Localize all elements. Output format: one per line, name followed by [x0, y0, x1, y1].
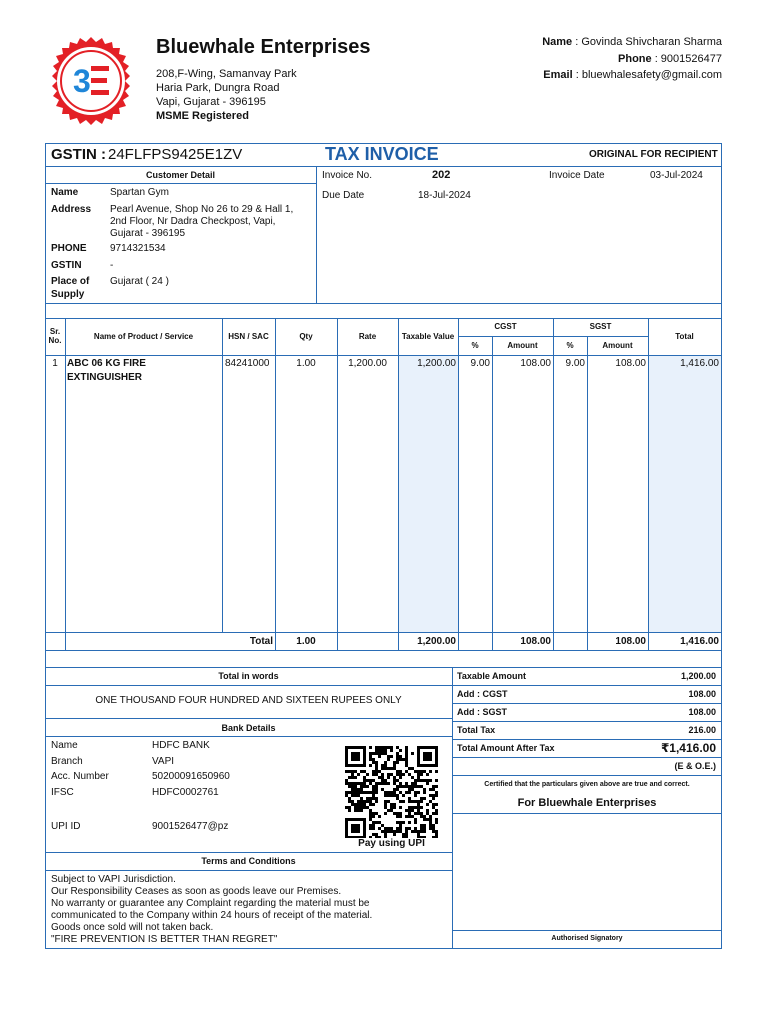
col-hsn: HSN / SAC [228, 332, 269, 341]
company-name: Bluewhale Enterprises [156, 36, 371, 58]
bank-branch-label: Branch [51, 756, 83, 767]
bank-upi-label: UPI ID [51, 821, 81, 832]
summary-cgst: 108.00 [688, 689, 716, 699]
customer-gstin-label: GSTIN [51, 260, 82, 271]
customer-pos-label-1: Place of [51, 276, 90, 287]
summary-sgst: 108.00 [688, 707, 716, 717]
total-row-total: 1,416.00 [680, 636, 719, 647]
col-cgst: CGST [494, 322, 517, 331]
contact-name-value: : Govinda Shivcharan Sharma [572, 36, 722, 48]
row-product-1: ABC 06 KG FIRE [67, 358, 146, 369]
col-sgst: SGST [589, 322, 612, 331]
authorised-signatory: Authorised Signatory [551, 935, 623, 942]
company-address-2: Haria Park, Dungra Road [156, 82, 280, 94]
contact-email-label: Email [543, 69, 573, 81]
bank-ifsc: HDFC0002761 [152, 787, 219, 798]
bank-name: HDFC BANK [152, 740, 210, 751]
total-row-qty: 1.00 [296, 636, 316, 647]
row-product-2: EXTINGUISHER [67, 372, 143, 383]
row-qty: 1.00 [296, 358, 316, 369]
total-row-label: Total [249, 636, 273, 647]
contact-phone [618, 51, 722, 67]
terms-heading: Terms and Conditions [201, 856, 296, 866]
bank-heading: Bank Details [221, 723, 276, 733]
col-rate: Rate [358, 332, 377, 341]
terms-line: communicated to the Company within 24 hours of receipt of the material. [51, 910, 373, 921]
bank-acc-label: Acc. Number [51, 771, 109, 782]
due-date-label: Due Date [322, 190, 365, 201]
words-heading: Total in words [218, 671, 279, 681]
col-sr-2: No. [48, 336, 62, 345]
bank-acc: 50200091650960 [152, 771, 230, 782]
summary-eoe: (E & O.E.) [674, 761, 716, 771]
certified-text: Certified that the particulars given above are true and correct. [484, 781, 690, 788]
bank-branch: VAPI [152, 756, 175, 767]
contact-name [542, 34, 722, 50]
terms-line: Goods once sold will not taken back. [51, 922, 214, 933]
summary-taxable: 1,200.00 [680, 671, 716, 681]
customer-pos: Gujarat ( 24 ) [110, 276, 169, 287]
row-sgst-amt: 108.00 [615, 358, 646, 369]
summary-taxable-label: Taxable Amount [457, 671, 527, 681]
total-row-sgst: 108.00 [615, 636, 646, 647]
row-cgst-amt: 108.00 [520, 358, 551, 369]
words-value: ONE THOUSAND FOUR HUNDRED AND SIXTEEN RUPEES ONLY [95, 695, 402, 706]
col-sgst-pct: % [566, 341, 574, 350]
col-product: Name of Product / Service [93, 332, 194, 341]
company-address-3: Vapi, Gujarat - 396195 [156, 96, 266, 108]
total-row-cgst: 108.00 [520, 636, 551, 647]
customer-phone: 9714321534 [110, 243, 166, 254]
customer-pos-label-2: Supply [51, 289, 85, 300]
terms-line: No warranty or guarantee any Complaint regarding the material must be [51, 898, 370, 909]
customer-phone-label: PHONE [51, 243, 87, 254]
row-rate: 1,200.00 [348, 358, 387, 369]
pay-using-upi-label: Pay using UPI [358, 838, 425, 849]
bank-name-label: Name [51, 740, 78, 751]
summary-tax-label: Total Tax [457, 725, 496, 735]
col-total: Total [675, 332, 694, 341]
contact-email [543, 67, 722, 83]
col-qty: Qty [299, 332, 313, 341]
customer-address-label: Address [51, 204, 92, 215]
row-hsn: 84241000 [225, 358, 270, 369]
summary-cgst-label: Add : CGST [457, 689, 508, 699]
customer-name-label: Name [51, 187, 79, 198]
total-row-taxable: 1,200.00 [417, 636, 456, 647]
contact-phone-value: : 9001526477 [651, 53, 722, 65]
gstin-value: 24FLFPS9425E1ZV [108, 146, 243, 163]
customer-address: Pearl Avenue, Shop No 26 to 29 & Hall 1, 2nd Floor, Nr Dadra Checkpost, Vapi, Gujarat - 396195 [110, 204, 294, 239]
summary-after-label: Total Amount After Tax [457, 743, 555, 753]
terms-line: Our Responsibility Ceases as soon as goods leave our Premises. [51, 886, 342, 897]
row-taxable: 1,200.00 [417, 358, 456, 369]
upi-qr-code[interactable] [343, 746, 440, 838]
due-date: 18-Jul-2024 [418, 190, 471, 201]
copy-label: ORIGINAL FOR RECIPIENT [589, 149, 718, 160]
company-logo [46, 36, 136, 126]
contact-email-value: : bluewhalesafety@gmail.com [572, 69, 722, 81]
row-cgst-pct: 9.00 [470, 358, 490, 369]
col-taxable: Taxable Value [401, 332, 455, 341]
msme-label: MSME Registered [156, 110, 249, 122]
terms-line: "FIRE PREVENTION IS BETTER THAN REGRET" [51, 934, 278, 945]
customer-heading: Customer Detail [145, 170, 216, 180]
svg-text:3: 3 [73, 63, 91, 99]
bank-ifsc-label: IFSC [51, 787, 74, 798]
contact-name-label: Name [542, 36, 573, 48]
summary-sgst-label: Add : SGST [457, 707, 507, 717]
col-sr-1: Sr. [49, 327, 61, 336]
invoice-date: 03-Jul-2024 [650, 170, 703, 181]
contact-phone-label: Phone [618, 53, 652, 65]
invoice-no-label: Invoice No. [322, 170, 373, 181]
terms-line: Subject to VAPI Jurisdiction. [51, 874, 176, 885]
row-sgst-pct: 9.00 [565, 358, 585, 369]
company-address-1: 208,F-Wing, Samanvay Park [156, 68, 297, 80]
invoice-title: TAX INVOICE [325, 144, 439, 164]
for-company: For Bluewhale Enterprises [517, 797, 657, 809]
row-total: 1,416.00 [680, 358, 719, 369]
invoice-no: 202 [432, 169, 451, 181]
summary-tax: 216.00 [688, 725, 716, 735]
customer-gstin: - [110, 260, 114, 271]
summary-after: ₹1,416.00 [660, 741, 716, 755]
gstin-label: GSTIN : [51, 146, 106, 163]
bank-upi: 9001526477@pz [152, 821, 229, 832]
col-sgst-amount: Amount [602, 341, 633, 350]
customer-name: Spartan Gym [110, 187, 169, 198]
col-cgst-pct: % [471, 341, 479, 350]
col-cgst-amount: Amount [507, 341, 538, 350]
row-sr: 1 [52, 358, 58, 369]
invoice-date-label: Invoice Date [549, 170, 605, 181]
